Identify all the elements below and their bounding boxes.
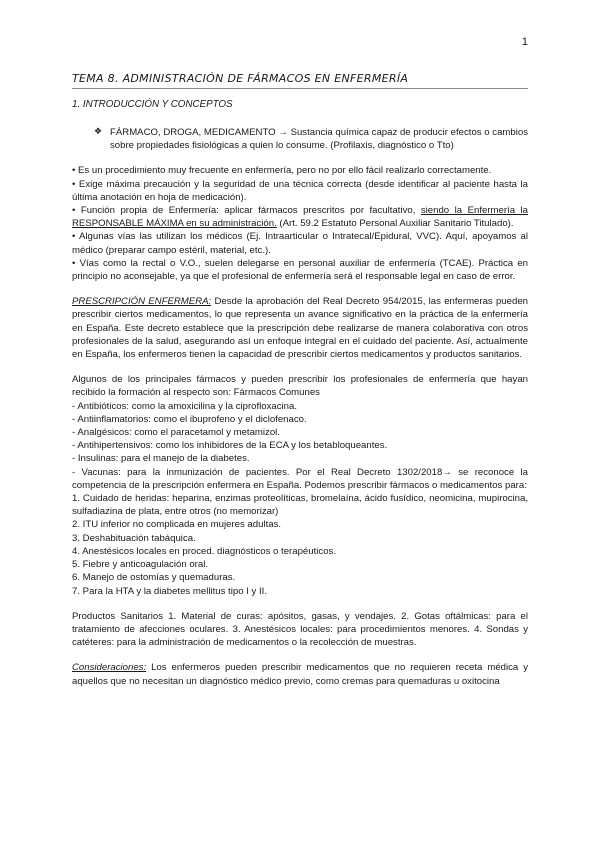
intro-point: • Es un procedimiento muy frecuente en enfermería, pero no por ello fácil realizarlo correctamente. [72, 165, 492, 177]
farmaco-item: - Antihipertensivos: como los inhibidores de la ECA y los betabloqueantes. [72, 440, 388, 452]
intro-point: • Vías como la rectal o V.O., suelen delegarse en personal auxiliar de enfermería (TCAE). Práctica en principio no aconsejable, ya que el profesional de enfermería será el responsable legal en caso de error. [72, 257, 528, 283]
farmaco-item: - Antiinflamatorios: como el ibuprofeno y el diclofenaco. [72, 413, 307, 425]
farmaco-item: - Analgésicos: como el paracetamol y metamizol. [72, 427, 280, 439]
definition-bullet [94, 126, 528, 152]
farmacos-intro: Algunos de los principales fármacos y pueden prescribir los profesionales de enfermería que hayan recibido la formación al respecto son: Fármacos Comunes [72, 374, 528, 399]
numbered-item: 2. ITU inferior no complicada en mujeres adultas. [72, 519, 282, 531]
intro-point-responsable: • Función propia de Enfermería: aplicar fármacos prescritos por facultativo, siendo la Enfermería la RESPONSABLE MÁXIMA en su administración. (Art. 59.2 Estatuto Personal Auxiliar Sanitario Titulado). [72, 205, 528, 230]
numbered-item: 3. Deshabituación tabáquica. [72, 532, 196, 544]
definition-text: FÁRMACO, DROGA, MEDICAMENTO → Sustancia química capaz de producir efectos o cambios sobre propiedades fisiológicas a quien lo consume. (Profilaxis, diagnóstico o Tto) [110, 127, 528, 152]
consideraciones-label: Consideraciones: [72, 662, 147, 674]
farmaco-item: - Insulinas: para el manejo de la diabetes. [72, 453, 250, 465]
underlined-emphasis: siendo la Enfermería la RESPONSABLE MÁXIMA en su administración. [72, 205, 528, 230]
farmaco-item: - Antibióticos: como la amoxicilina y la ciprofloxacina. [72, 400, 298, 412]
page-title: TEMA 8. ADMINISTRACIÓN DE FÁRMACOS EN ENFERMERÍA [72, 72, 528, 89]
numbered-item: 6. Manejo de ostomías y quemaduras. [72, 572, 236, 584]
section-heading-intro: 1. INTRODUCCIÓN Y CONCEPTOS [72, 99, 233, 110]
numbered-item: 5. Fiebre y anticoagulación oral. [72, 559, 208, 571]
numbered-item: 7. Para la HTA y la diabetes mellitus tipo I y II. [72, 585, 267, 597]
productos-paragraph: Productos Sanitarios 1. Material de curas: apósitos, gasas, y vendajes. 2. Gotas oftálmicas: para el tratamiento de afecciones oculares. 3. Anestésicos locales: para procedimientos menores. 4. Sondas y catéteres: para la administración de medicamentos o la recolección de muestras. [72, 610, 528, 649]
numbered-item: 4. Anestésicos locales en proced. diagnósticos o terapéuticos. [72, 545, 336, 557]
consideraciones-paragraph: Consideraciones: Los enfermeros pueden prescribir medicamentos que no requieren receta médica y aquellos que no necesitan un diagnóstico médico previo, como cremas para quemaduras u oxitocina [72, 662, 528, 687]
prescripcion-paragraph: PRESCRIPCIÓN ENFERMERA: Desde la aprobación del Real Decreto 954/2015, las enfermeras pueden prescribir ciertos medicamentos, lo que representa un avance significativo en la práctica de la enfermería en España. Este decreto establece que la prescripción debe realizarse de manera colaborativa con otros profesionales de la salud, asegurando así un enfoque integral en el cuidado del paciente. Así, actualmente en España, los enfermeros tienen la capacidad de prescribir ciertos medicamentos y productos sanitarios. [72, 296, 528, 361]
prescripcion-label: PRESCRIPCIÓN ENFERMERA: [72, 296, 212, 308]
document-body [72, 72, 528, 688]
page-number: 1 [521, 36, 528, 48]
diamond-bullet-icon: ❖ [94, 126, 103, 136]
intro-point: • Algunas vías las utilizan los médicos (Ej. Intraarticular o Intratecal/Epidural, VVC). Aquí, apoyamos al médico (preparar campo estéril, material, etc.). [72, 231, 528, 256]
intro-point: • Exige máxima precaución y la seguridad de una técnica correcta (desde identificar al paciente hasta la última anotación en hoja de medicación). [72, 178, 528, 203]
farmaco-item: - Vacunas: para la inmunización de pacientes. Por el Real Decreto 1302/2018→ se reconoce la competencia de la prescripción enfermera en España. Podemos prescribir fármacos o medicamentos para: [72, 466, 528, 491]
numbered-item: 1. Cuidado de heridas: heparina, enzimas proteolíticas, bromelaína, ácido fusídico, neomicina, mupirocina, sulfadiazina de plata, entre otros (no memorizar) [72, 493, 528, 518]
